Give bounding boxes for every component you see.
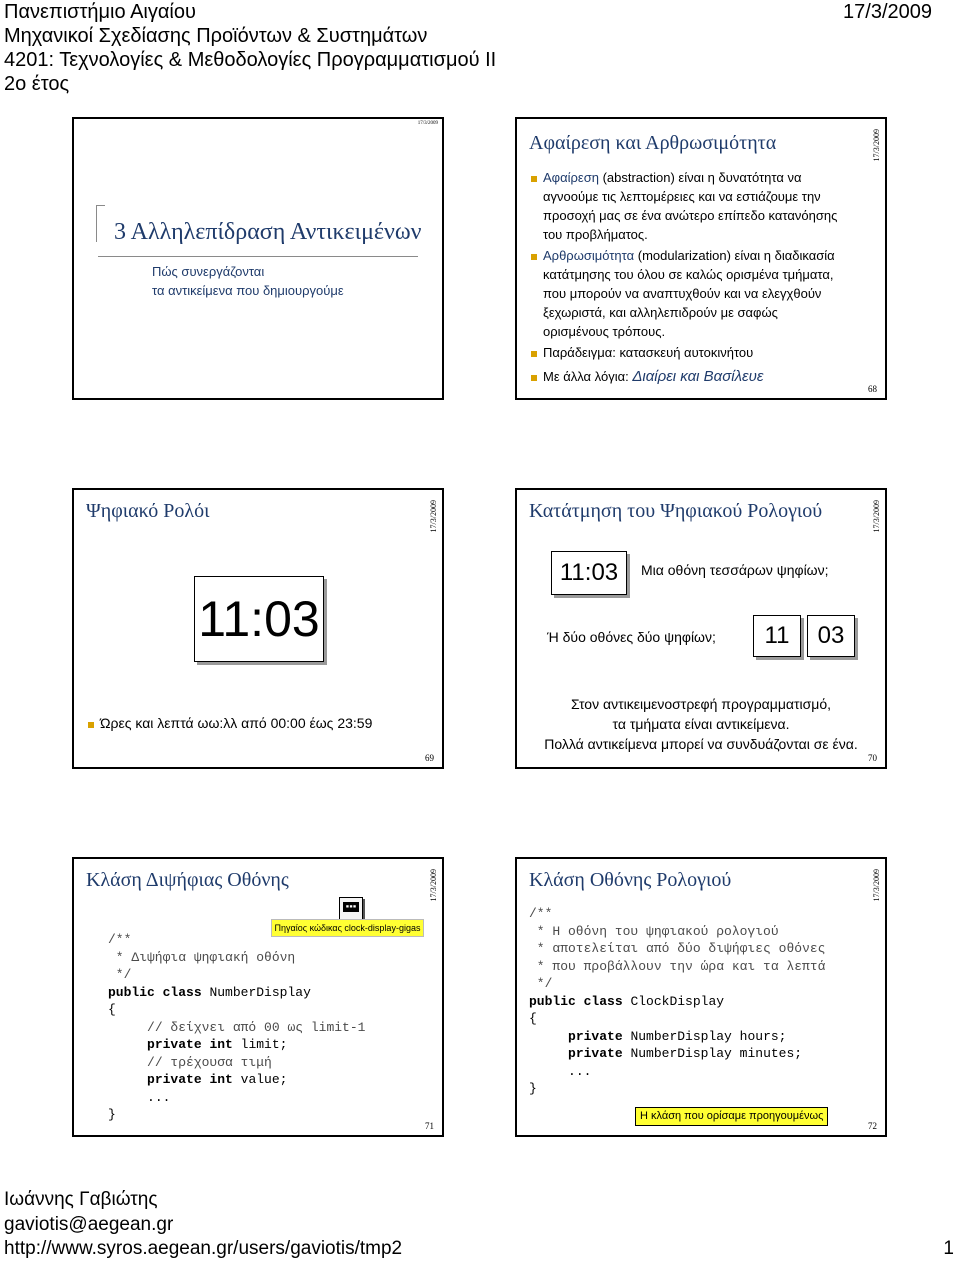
header-year: 2ο έτος: [4, 73, 70, 95]
slide-date: 17/3/2009: [429, 500, 438, 533]
slide-date: 17/3/2009: [429, 869, 438, 902]
slide-section-title: [72, 117, 444, 400]
four-digit-question: Μια οθόνη τεσσάρων ψηφίων;: [641, 562, 829, 578]
oop-explanation: Στον αντικειμενοστρεφή προγραμματισμό, τα τμήματα είναι αντικείμενα. Πολλά αντικείμενα μπορεί να συνδυάζονται σε ένα.: [544, 696, 858, 752]
slide-title: Αφαίρεση και Αρθρωσιμότητα: [529, 132, 777, 154]
slide-digital-clock: [72, 488, 444, 769]
footer-author: Ιωάννης Γαβιώτης: [4, 1189, 158, 1210]
square-bullet-icon: [531, 254, 537, 260]
note-callout: Η κλάση που ορίσαμε προηγουμένως: [635, 1107, 828, 1126]
header-university: Πανεπιστήμιο Αιγαίου: [4, 1, 196, 23]
bullet-divide-conquer: Με άλλα λόγια: Διαίρει και Βασίλευε: [531, 367, 763, 386]
page-number: 70: [868, 753, 877, 763]
slide-date: 17/3/2009: [872, 500, 881, 533]
section-title: 3 Αλληλεπίδραση Αντικειμένων: [114, 219, 422, 245]
section-subtitle-1: Πώς συνεργάζονται: [152, 264, 265, 279]
bullet-example: Παράδειγμα: κατασκευή αυτοκινήτου: [531, 343, 753, 362]
header-course: 4201: Τεχνολογίες & Μεθοδολογίες Προγραμματισμού ΙΙ: [4, 49, 497, 71]
header-date: 17/3/2009: [843, 1, 932, 23]
header-department: Μηχανικοί Σχεδίασης Προϊόντων & Συστημάτων: [4, 25, 428, 47]
source-code-label[interactable]: Πηγαίος κώδικας clock-display-gigas: [271, 919, 424, 937]
clock-display: 11:03: [194, 576, 324, 662]
slide-title: Κατάτμηση του Ψηφιακού Ρολογιού: [529, 500, 823, 522]
slide-clock-partitioning: [515, 488, 887, 769]
two-digit-question: Ή δύο οθόνες δύο ψηφίων;: [547, 629, 716, 645]
slide-date: 17/3/2009: [872, 869, 881, 902]
page-number: 68: [868, 384, 877, 394]
slide-title: Κλάση Οθόνης Ρολογιού: [529, 869, 732, 891]
page-number: 69: [425, 753, 434, 763]
bullet-modularization: Αρθρωσιμότητα (modularization) είναι η διαδικασία κατάτμησης του όλου σε καλώς ορισμένα τμήματα, που μπορούν να αναπτυχθούν και να ελεγχθούν ξεχωριστά, και αλληλεπιδρούν με σαφώς ορισμένους τρόπους.: [531, 246, 835, 341]
section-subtitle-2: τα αντικείμενα που δημιουργούμε: [152, 283, 344, 298]
title-bracket: [96, 205, 105, 242]
page-number: 71: [425, 1121, 434, 1131]
slide-date: 17/3/2009: [872, 129, 881, 162]
bullet-hours-minutes: Ώρες και λεπτά ωω:λλ από 00:00 έως 23:59: [88, 714, 372, 733]
footer-email[interactable]: gaviotis@aegean.gr: [4, 1214, 174, 1235]
title-divider: [98, 256, 418, 257]
square-bullet-icon: [531, 351, 537, 357]
footer-page-number: 1: [943, 1238, 954, 1259]
page-number: 72: [868, 1121, 877, 1131]
slide-number-display-class: [72, 857, 444, 1137]
four-digit-display: 11:03: [551, 551, 627, 595]
code-block: /** * Διψήφια ψηφιακή οθόνη */ public class NumberDisplay { // δείχνει από 00 ως limit-1 private int limit; // τρέχουσα τιμή private int value; ... }: [108, 932, 366, 1122]
footer-url[interactable]: http://www.syros.aegean.gr/users/gaviotis/tmp2: [4, 1238, 403, 1259]
code-block: /** * Η οθόνη του ψηφιακού ρολογιού * αποτελείται από δύο διψήφιες οθόνες * που προβάλλουν την ώρα και τα λεπτά */ public class ClockDisplay { private NumberDisplay hours; private NumberDisplay minutes; ... }: [529, 906, 826, 1096]
slide-title: Ψηφιακό Ρολόι: [86, 500, 210, 522]
bullet-abstraction: Αφαίρεση (abstraction) είναι η δυνατότητα να αγνοούμε τις λεπτομέρειες και να εστιάζουμε την προσοχή μας σε ένα ανώτερο επίπεδο κατανόησης του προβλήματος.: [531, 168, 837, 244]
minutes-display: 03: [807, 615, 855, 657]
slide-title: Κλάση Διψήφιας Οθόνης: [86, 869, 289, 891]
source-file-icon[interactable]: ▪▪▪: [339, 897, 363, 923]
square-bullet-icon: [531, 176, 537, 182]
hours-display: 11: [753, 615, 801, 657]
slide-abstraction: [515, 117, 887, 400]
square-bullet-icon: [88, 722, 94, 728]
slide-clock-display-class: [515, 857, 887, 1137]
square-bullet-icon: [531, 375, 537, 381]
slide-date: 17/3/2009: [417, 121, 438, 126]
